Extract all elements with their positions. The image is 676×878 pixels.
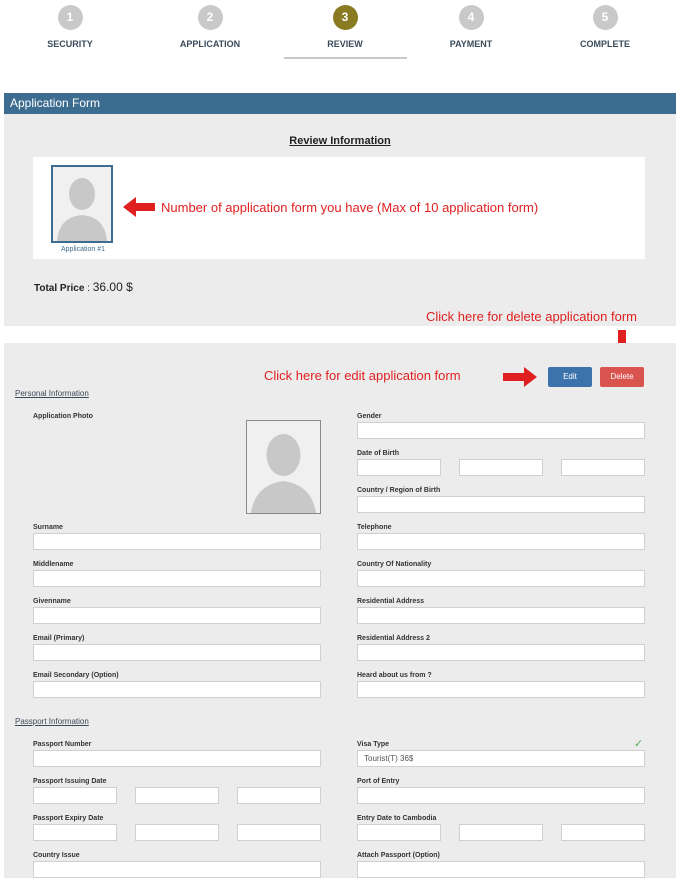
residential-address-2-field[interactable] <box>357 644 645 661</box>
avatar-placeholder-icon <box>247 421 320 513</box>
residential-address-field[interactable] <box>357 607 645 624</box>
nationality-field[interactable] <box>357 570 645 587</box>
residential-address-label: Residential Address <box>357 598 425 605</box>
passport-number-field[interactable] <box>33 750 321 767</box>
country-issue-field[interactable] <box>33 861 321 878</box>
step-number: 5 <box>593 5 618 30</box>
issuing-month-field[interactable] <box>135 787 219 804</box>
delete-button[interactable]: Delete <box>600 367 644 387</box>
passport-number-label: Passport Number <box>33 741 92 748</box>
delete-annotation: Click here for delete application form <box>426 309 637 324</box>
application-count-note: Number of application form you have (Max of 10 application form) <box>161 200 539 215</box>
telephone-field[interactable] <box>357 533 645 550</box>
total-price-label: Total Price <box>34 283 85 294</box>
total-price <box>34 280 133 294</box>
application-detail-panel <box>4 343 676 878</box>
application-photo-label: Application Photo <box>33 413 93 420</box>
edit-annotation: Click here for edit application form <box>264 368 461 383</box>
application-thumbnail-caption: Application #1 <box>61 246 105 253</box>
step-label: APPLICATION <box>179 39 241 49</box>
surname-field[interactable] <box>33 533 321 550</box>
entry-month-field[interactable] <box>459 824 543 841</box>
active-step-underline <box>284 57 407 59</box>
application-photo <box>246 420 321 514</box>
check-icon: ✓ <box>634 738 644 750</box>
total-price-value: 36.00 $ <box>92 280 133 294</box>
birth-country-label: Country / Region of Birth <box>357 487 441 494</box>
passport-information-heading: Passport Information <box>15 717 89 726</box>
step-security <box>10 5 130 49</box>
surname-label: Surname <box>33 524 63 531</box>
step-number: 3 <box>333 5 358 30</box>
attach-passport-label: Attach Passport (Option) <box>357 852 440 859</box>
arrow-left-icon <box>123 197 155 217</box>
date-of-birth-label: Date of Birth <box>357 450 399 457</box>
review-title: Review Information <box>289 135 391 147</box>
email-secondary-label: Email Secondary (Option) <box>33 672 119 679</box>
application-list <box>33 157 645 259</box>
attach-passport-field[interactable] <box>357 861 645 878</box>
review-panel <box>4 114 676 326</box>
visa-type-label: Visa Type <box>357 741 390 748</box>
entry-date-label: Entry Date to Cambodia <box>357 815 437 822</box>
step-application <box>150 5 270 49</box>
expiry-day-field[interactable] <box>33 824 117 841</box>
heard-about-field[interactable] <box>357 681 645 698</box>
nationality-label: Country Of Nationality <box>357 561 432 568</box>
residential-address-2-label: Residential Address 2 <box>357 635 430 642</box>
step-label: PAYMENT <box>449 39 493 49</box>
step-review <box>285 5 405 49</box>
middlename-field[interactable] <box>33 570 321 587</box>
gender-field[interactable] <box>357 422 645 439</box>
entry-year-field[interactable] <box>561 824 645 841</box>
gender-label: Gender <box>357 413 382 420</box>
total-price-separator: : <box>84 283 93 294</box>
port-of-entry-label: Port of Entry <box>357 778 400 785</box>
middlename-label: Middlename <box>33 561 74 568</box>
visa-type-field[interactable]: Tourist(T) 36$ <box>357 750 645 767</box>
heard-about-label: Heard about us from ? <box>357 672 432 679</box>
email-primary-field[interactable] <box>33 644 321 661</box>
issuing-year-field[interactable] <box>237 787 321 804</box>
givenname-field[interactable] <box>33 607 321 624</box>
passport-issuing-date-label: Passport Issuing Date <box>33 778 107 785</box>
email-primary-label: Email (Primary) <box>33 635 85 642</box>
step-number: 2 <box>198 5 223 30</box>
personal-information-heading: Personal Information <box>15 389 89 398</box>
step-number: 1 <box>58 5 83 30</box>
birth-country-field[interactable] <box>357 496 645 513</box>
progress-stepper <box>0 0 676 70</box>
expiry-year-field[interactable] <box>237 824 321 841</box>
arrow-right-icon <box>503 367 537 387</box>
step-label: COMPLETE <box>579 39 630 49</box>
step-complete <box>545 5 665 49</box>
application-thumbnail[interactable] <box>51 165 113 243</box>
step-number: 4 <box>459 5 484 30</box>
avatar-placeholder-icon <box>53 167 111 241</box>
telephone-label: Telephone <box>357 524 392 531</box>
email-secondary-field[interactable] <box>33 681 321 698</box>
step-label: SECURITY <box>47 39 93 49</box>
expiry-month-field[interactable] <box>135 824 219 841</box>
port-of-entry-field[interactable] <box>357 787 645 804</box>
entry-day-field[interactable] <box>357 824 441 841</box>
country-issue-label: Country Issue <box>33 852 80 859</box>
dob-year-field[interactable] <box>561 459 645 476</box>
step-label: REVIEW <box>327 39 363 49</box>
passport-expiry-date-label: Passport Expiry Date <box>33 815 104 822</box>
dob-month-field[interactable] <box>459 459 543 476</box>
edit-button[interactable]: Edit <box>548 367 592 387</box>
givenname-label: Givenname <box>33 598 71 605</box>
step-payment <box>411 5 531 49</box>
application-form-header: Application Form <box>4 93 676 114</box>
dob-day-field[interactable] <box>357 459 441 476</box>
issuing-day-field[interactable] <box>33 787 117 804</box>
